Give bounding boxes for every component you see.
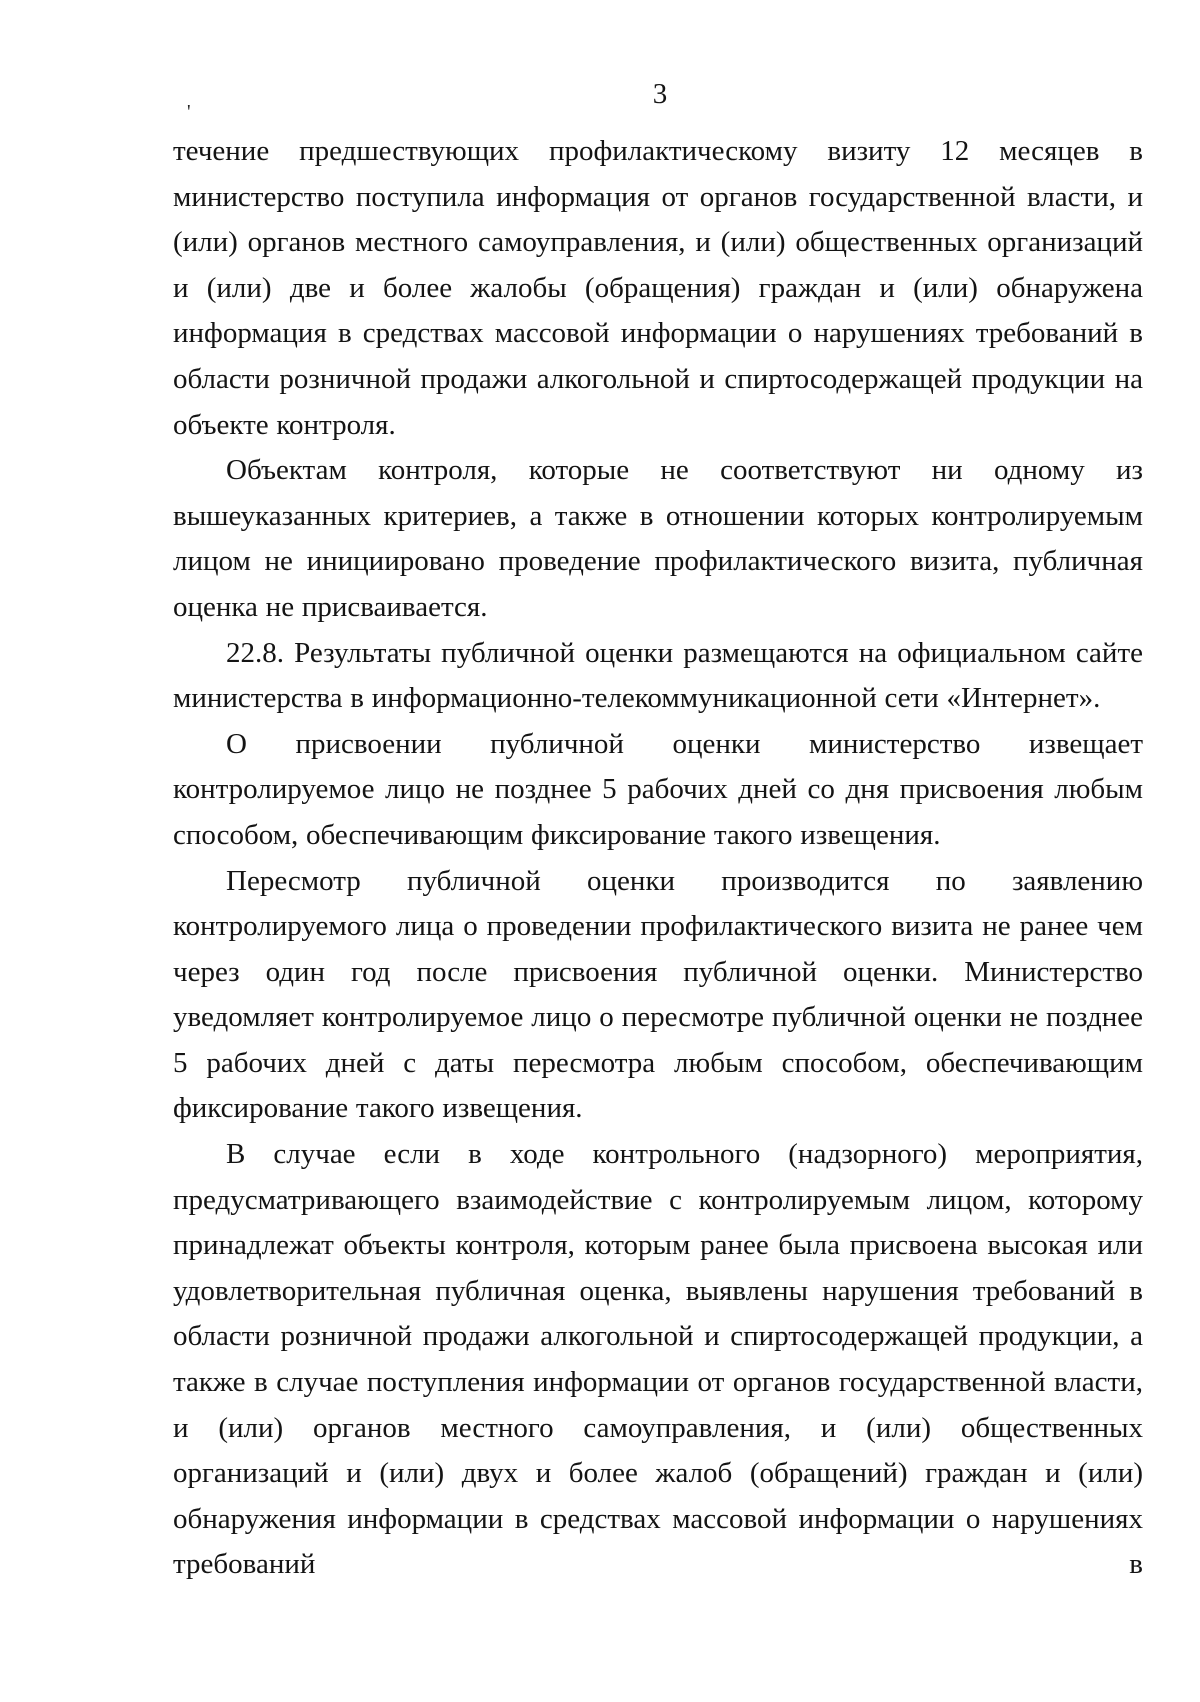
paragraph-notification: О присвоении публичной оценки министерство извещает контролируемое лицо не позднее 5 рабочих дней со дня присвоения любым способом, обеспечивающим фиксирование такого извещения. xyxy=(173,727,1143,851)
paragraph-violations: В случае если в ходе контрольного (надзорного) мероприятия, предусматривающего взаимодействие с контролируемым лицом, которому принадлежат объекты контроля, которым ранее была присвоена высокая или удовлетворительная публичная оценка, выявлены нарушения требований в области розничной продажи алкогольной и спиртосодержащей продукции, а также в случае поступления информации от органов государственной власти, и (или) органов местного самоуправления, и (или) общественных организаций и (или) двух и более жалоб (обращений) граждан и (или) обнаружения информации в средствах массовой информации о нарушениях требований в xyxy=(173,1138,1143,1581)
paragraph-22-8: 22.8. Результаты публичной оценки размещаются на официальном сайте министерства в информационно-телекоммуникационной сети «Интернет». xyxy=(173,636,1143,715)
margin-mark: ' xyxy=(187,101,191,123)
paragraph-continuation: течение предшествующих профилактическому визиту 12 месяцев в министерство поступила информация от органов государственной власти, и (или) органов местного самоуправления, и (или) общественных организаций и (или) две и более жалобы (обращения) граждан и (или) обнаружена информация в средствах массовой информации о нарушениях требований в области розничной продажи алкогольной и спиртосодержащей продукции на объекте контроля. xyxy=(173,135,1143,441)
document-body xyxy=(173,129,1143,1588)
page-number: 3 xyxy=(652,78,668,110)
paragraph-revision: Пересмотр публичной оценки производится по заявлению контролируемого лица о проведении профилактического визита не ранее чем через один год после присвоения публичной оценки. Министерство уведомляет контролируемое лицо о пересмотре публичной оценки не позднее 5 рабочих дней с даты пересмотра любым способом, обеспечивающим фиксирование такого извещения. xyxy=(173,864,1143,1125)
paragraph-criteria: Объектам контроля, которые не соответствуют ни одному из вышеуказанных критериев, а также в отношении которых контролируемым лицом не инициировано проведение профилактического визита, публичная оценка не присваивается. xyxy=(173,454,1143,623)
